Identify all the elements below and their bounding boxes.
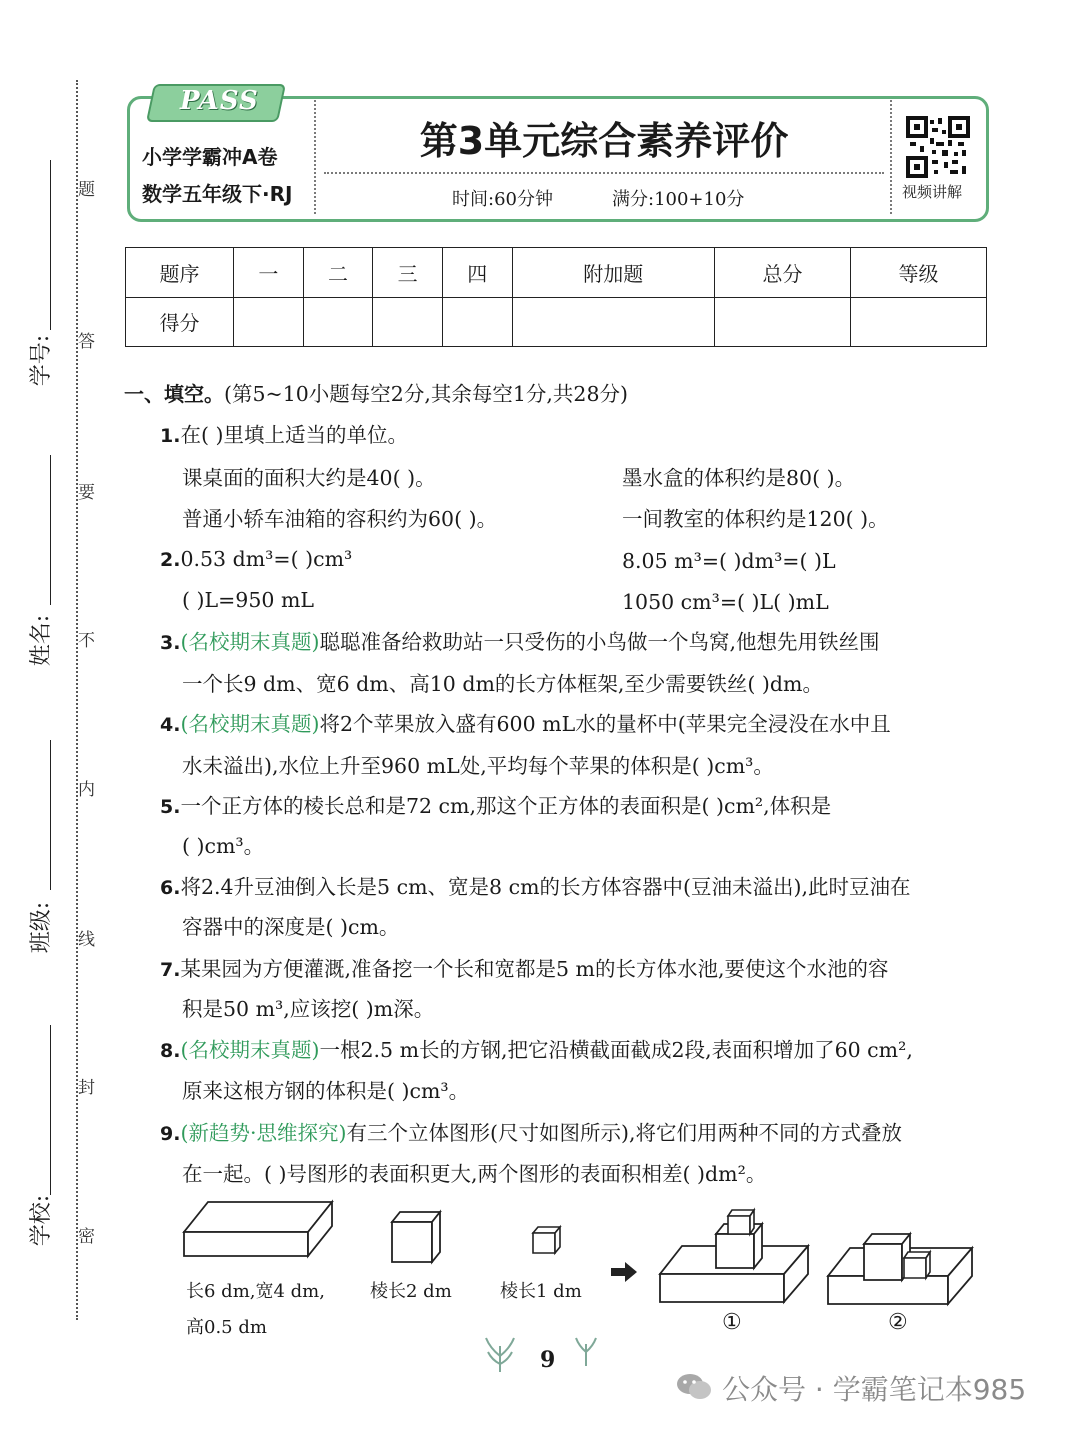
- table-cell: 附加题: [512, 248, 714, 298]
- figure-stack-2: [826, 1228, 976, 1308]
- table-cell: 二: [303, 248, 373, 298]
- question-9: [160, 1123, 902, 1144]
- time-limit: 时间:60分钟: [452, 189, 553, 210]
- question-3: [160, 632, 879, 653]
- class-line[interactable]: [50, 740, 51, 890]
- question-text: 将2个苹果放入盛有600 mL水的量杯中(苹果完全浸没在水中且: [319, 712, 891, 736]
- question-text: 一个正方体的棱长总和是72 cm,那这个正方体的表面积是( )cm²,体积是: [180, 794, 832, 818]
- question-6: [160, 877, 911, 898]
- q2-item-c: ( )L=950 mL: [182, 588, 314, 612]
- question-tag: (新趋势·思维探究): [180, 1121, 347, 1145]
- header-divider: [890, 100, 892, 214]
- title-underline: [324, 172, 884, 174]
- table-cell: 总分: [714, 248, 850, 298]
- figure-caption: 棱长1 dm: [500, 1281, 582, 1302]
- table-cell: 四: [442, 248, 512, 298]
- question-number: 6.: [160, 877, 181, 899]
- table-cell: 得分: [126, 297, 234, 347]
- full-score: 满分:100+10分: [612, 189, 745, 210]
- leaf-ornament-icon: [480, 1334, 520, 1382]
- table-cell: 一: [234, 248, 304, 298]
- page-number: 9: [540, 1347, 556, 1373]
- table-cell: 题序: [126, 248, 234, 298]
- student-id-label: 学号:: [29, 334, 55, 387]
- question-4: [160, 714, 891, 735]
- binding-char: 题: [78, 180, 95, 200]
- binding-dotted-line: [76, 80, 78, 1320]
- question-tag: (名校期末真题): [180, 1038, 320, 1062]
- qr-code-icon[interactable]: [906, 116, 970, 178]
- question-text: ( )cm³。: [182, 834, 265, 858]
- score-input-cell[interactable]: [373, 297, 443, 347]
- q2-item-a: 0.53 dm³=( )cm³: [180, 547, 353, 571]
- binding-char: 封: [78, 1078, 95, 1098]
- question-stem: 在( )里填上适当的单位。: [180, 423, 408, 447]
- section-title: 一、填空。: [124, 382, 224, 406]
- binding-char: 答: [78, 332, 95, 352]
- score-input-cell[interactable]: [303, 297, 373, 347]
- q1-item-c: 普通小轿车油箱的容积约为60( )。: [182, 507, 498, 531]
- question-8: [160, 1040, 913, 1061]
- question-text: 聪聪准备给救助站一只受伤的小鸟做一个鸟窝,他想先用铁丝围: [319, 630, 880, 654]
- q1-item-b: 墨水盒的体积约是80( )。: [622, 466, 856, 490]
- figure-label: ②: [888, 1310, 908, 1335]
- section-note: (第5~10小题每空2分,其余每空1分,共28分): [224, 382, 629, 406]
- binding-char: 内: [78, 780, 95, 800]
- name-line[interactable]: [50, 455, 51, 605]
- question-1: [160, 425, 408, 446]
- table-cell: 三: [373, 248, 443, 298]
- question-text: 有三个立体图形(尺寸如图所示),将它们用两种不同的方式叠放: [346, 1121, 902, 1145]
- binding-char: 不: [78, 631, 95, 651]
- question-number: 2.: [160, 549, 181, 571]
- figure-label: ①: [722, 1310, 742, 1335]
- figure-cube-1dm: [530, 1224, 564, 1256]
- question-tag: (名校期末真题): [180, 630, 320, 654]
- question-5: [160, 796, 831, 817]
- table-row: [126, 248, 987, 298]
- binding-char: 线: [78, 930, 95, 950]
- score-input-cell[interactable]: [234, 297, 304, 347]
- header-divider: [314, 100, 316, 214]
- score-input-cell[interactable]: [442, 297, 512, 347]
- school-line[interactable]: [50, 1025, 51, 1195]
- q1-item-d: 一间教室的体积约是120( )。: [622, 507, 889, 531]
- score-input-cell[interactable]: [512, 297, 714, 347]
- section-heading: [124, 384, 628, 405]
- question-number: 7.: [160, 959, 181, 981]
- binding-char: 要: [78, 483, 95, 503]
- score-table: [125, 247, 987, 347]
- q2-item-b: 8.05 m³=( )dm³=( )L: [622, 549, 836, 573]
- series-name: 小学学霸冲A卷: [142, 145, 278, 169]
- table-row: [126, 297, 987, 347]
- question-number: 1.: [160, 425, 181, 447]
- question-2: [160, 549, 352, 570]
- arrow-right-icon: [611, 1262, 637, 1282]
- question-number: 5.: [160, 796, 181, 818]
- question-text: 积是50 m³,应该挖( )m深。: [182, 997, 435, 1021]
- question-tag: (名校期末真题): [180, 712, 320, 736]
- question-text: 将2.4升豆油倒入长是5 cm、宽是8 cm的长方体容器中(豆油未溢出),此时豆油在: [180, 875, 911, 899]
- qr-caption: 视频讲解: [902, 183, 963, 201]
- binding-char: 密: [78, 1227, 95, 1247]
- question-7: [160, 959, 888, 980]
- class-label: 班级:: [29, 901, 55, 954]
- question-text: 一个长9 dm、宽6 dm、高10 dm的长方体框架,至少需要铁丝( )dm。: [182, 672, 823, 696]
- leaf-ornament-icon: [572, 1334, 600, 1376]
- question-text: 原来这根方钢的体积是( )cm³。: [182, 1079, 470, 1103]
- question-number: 3.: [160, 632, 181, 654]
- page-title: 第3单元综合素养评价: [419, 119, 789, 163]
- score-input-cell[interactable]: [850, 297, 986, 347]
- figure-caption: 棱长2 dm: [370, 1281, 452, 1302]
- question-number: 9.: [160, 1123, 181, 1145]
- figure-cuboid-flat: [180, 1196, 340, 1266]
- question-text: 容器中的深度是( )cm。: [182, 915, 400, 939]
- question-text: 某果园为方便灌溉,准备挖一个长和宽都是5 m的长方体水池,要使这个水池的容: [180, 957, 889, 981]
- question-text: 水未溢出),水位上升至960 mL处,平均每个苹果的体积是( )cm³。: [182, 754, 774, 778]
- question-text: 在一起。( )号图形的表面积更大,两个图形的表面积相差( )dm²。: [182, 1162, 767, 1186]
- wechat-icon: [676, 1372, 712, 1400]
- figure-cube-2dm: [388, 1208, 448, 1266]
- school-label: 学校:: [29, 1194, 55, 1247]
- q1-item-a: 课桌面的面积大约是40( )。: [182, 466, 436, 490]
- question-text: 一根2.5 m长的方钢,把它沿横截面截成2段,表面积增加了60 cm²,: [319, 1038, 913, 1062]
- q2-item-d: 1050 cm³=( )L( )mL: [622, 590, 829, 614]
- question-number: 4.: [160, 714, 181, 736]
- figure-stack-1: [658, 1206, 812, 1308]
- pass-logo: PASS: [180, 86, 259, 116]
- grade-subject: 数学五年级下·RJ: [142, 182, 293, 206]
- table-cell: 等级: [850, 248, 986, 298]
- question-number: 8.: [160, 1040, 181, 1062]
- score-input-cell[interactable]: [714, 297, 850, 347]
- watermark-text: 公众号 · 学霸笔记本985: [722, 1373, 1027, 1406]
- figure-caption: 高0.5 dm: [186, 1317, 267, 1338]
- name-label: 姓名:: [29, 614, 55, 667]
- figure-caption: 长6 dm,宽4 dm,: [186, 1281, 325, 1302]
- student-id-line[interactable]: [50, 160, 51, 330]
